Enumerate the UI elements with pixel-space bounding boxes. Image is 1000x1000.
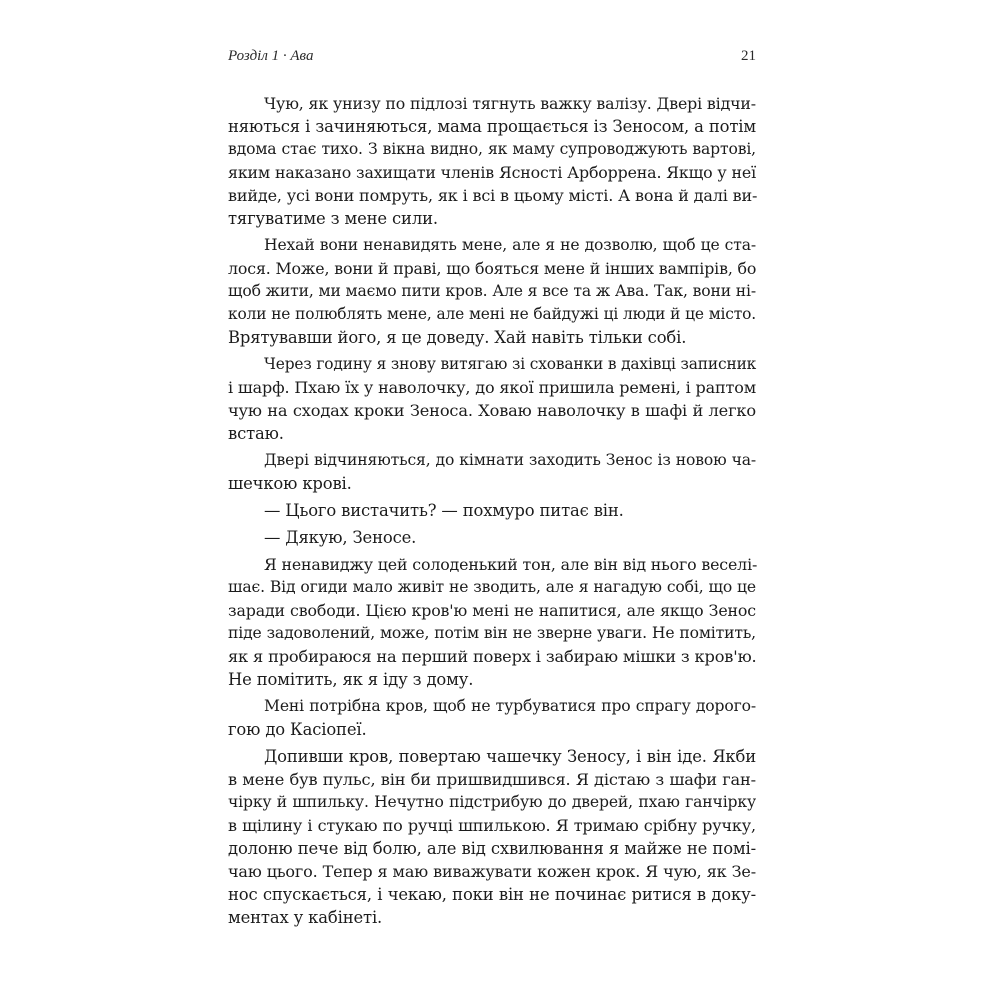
paragraph	[228, 526, 756, 549]
page-number: 21	[741, 48, 756, 64]
text-line: щоб жити, ми маємо пити кров. Але я все та ж Ава. Так, вони ні-	[228, 282, 756, 300]
text-line: тягуватиме з мене сили.	[228, 209, 438, 228]
chapter-title: Розділ 1 · Ава	[228, 48, 314, 64]
text-line: Нехай вони ненавидять мене, але я не дозволю, щоб це ста-	[264, 236, 756, 254]
text-line: коли не полюблять мене, але мені не байдужі ці люди й це місто.	[228, 305, 756, 323]
text-line: вдома стає тихо. З вікна видно, як маму супроводжують вартові,	[228, 140, 756, 158]
text-line: Не помітить, як я іду з дому.	[228, 670, 474, 689]
paragraph	[228, 353, 756, 445]
paragraph	[228, 695, 756, 741]
text-line: яким наказано захищати членів Ясності Арборрена. Якщо у неї	[228, 163, 756, 182]
text-line: Через годину я знову витягаю зі схованки в дахівці записник	[264, 355, 757, 373]
text-line: і шарф. Пхаю їх у наволочку, до якої пришила ремені, і раптом	[228, 378, 757, 397]
text-line: в мене був пульс, він би пришвидшився. Я дістаю з шафи ган-	[228, 770, 756, 789]
text-line: Допивши кров, повертаю чашечку Зеносу, і він іде. Якби	[264, 747, 756, 766]
text-line: гою до Касіопеї.	[228, 720, 367, 739]
text-line: встаю.	[228, 424, 284, 443]
paragraph	[228, 499, 756, 522]
text-line: Двері відчиняються, до кімнати заходить Зенос із новою ча-	[264, 451, 756, 469]
text-line: Врятувавши його, я це доведу. Хай навіть тільки собі.	[228, 328, 687, 347]
text-line: Мені потрібна кров, щоб не турбуватися про спрагу дорого-	[264, 697, 756, 715]
text-line: чаю цього. Тепер я маю виважувати кожен крок. Я чую, як Зе-	[228, 862, 756, 881]
body-text	[228, 92, 756, 929]
text-line: заради свободи. Цією кров'ю мені не напитися, але якщо Зенос	[228, 601, 756, 620]
text-line: ментах у кабінеті.	[228, 908, 383, 927]
text-line: чірку й шпильку. Нечутно підстрибую до дверей, пхаю ганчірку	[228, 793, 756, 811]
text-line: піде задоволений, може, потім він не зверне уваги. Не помітить,	[228, 624, 756, 642]
paragraph	[228, 553, 756, 691]
text-line: Чую, як унизу по підлозі тягнуть важку валізу. Двері відчи-	[264, 94, 756, 113]
text-line: в щілину і стукаю по ручці шпилькою. Я тримаю срібну ручку,	[228, 816, 756, 835]
paragraph	[228, 92, 756, 230]
text-line: шає. Від огиди мало живіт не зводить, але я нагадую собі, що це	[228, 578, 756, 596]
text-line: шечкою крові.	[228, 474, 352, 493]
paragraph	[228, 449, 756, 495]
text-line: вийде, усі вони помруть, як і всі в цьому місті. А вона й далі ви-	[228, 186, 758, 205]
paragraph	[228, 234, 756, 349]
text-line: чую на сходах кроки Зеноса. Ховаю наволочку в шафі й легко	[228, 401, 756, 420]
text-line: нос спускається, і чекаю, поки він не починає ритися в доку-	[228, 885, 756, 904]
text-line: Я ненавиджу цей солоденький тон, але він від нього веселі-	[264, 555, 758, 574]
text-line: долоню пече від болю, але від схвилювання я майже не помі-	[228, 839, 756, 858]
text-line: — Цього вистачить? — похмуро питає він.	[264, 501, 624, 520]
text-line: як я пробираюся на перший поверх і забираю мішки з кров'ю.	[228, 647, 757, 666]
text-line: няються і зачиняються, мама прощається із Зеносом, а потім	[228, 117, 756, 136]
paragraph	[228, 745, 756, 929]
text-line: лося. Може, вони й праві, що бояться мене й інших вампірів, бо	[228, 259, 757, 278]
running-head	[228, 48, 756, 72]
text-line: — Дякую, Зеносе.	[264, 528, 417, 547]
